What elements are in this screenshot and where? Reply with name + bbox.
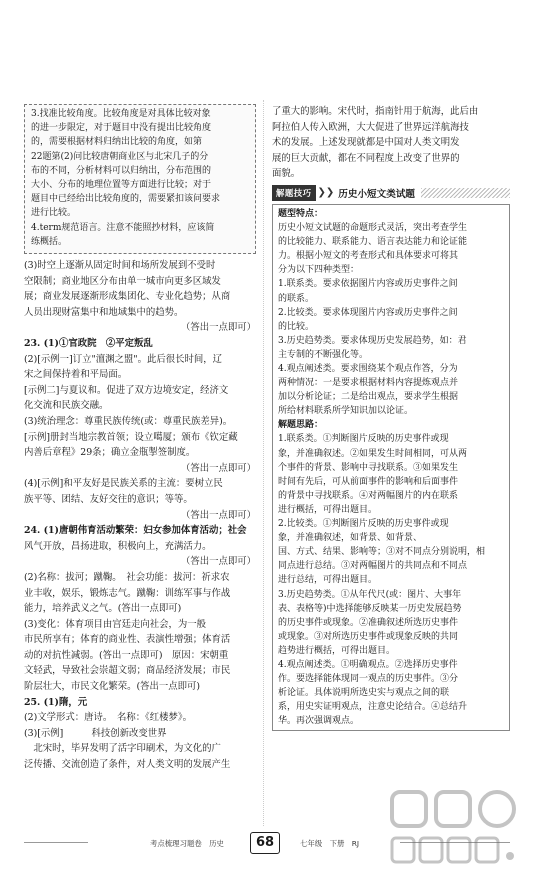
idea-line: 趋势进行概括，可得出题目。 — [278, 645, 396, 656]
answer-line: （答出一点即可） — [180, 322, 256, 334]
essay-line: 面貌。 — [272, 168, 301, 180]
answer-line: (3)统治理念：尊重民族传统(或：尊重民族差异)。 — [24, 415, 233, 427]
tip-line: 题目中已经给出比较角度的，需要紧扣该问要求 — [31, 194, 221, 205]
watermark-logo — [386, 786, 526, 870]
answer-line: (3)[示例] 科技创新改变世界 — [24, 727, 167, 739]
feature-line: 力。根据小短文的考查形式和具体要求可将其 — [278, 251, 459, 262]
answer-line: （答出一点即可） — [180, 509, 256, 521]
footer-rule-left — [24, 842, 88, 843]
feature-line: 4.观点阐述类。要求围绕某个观点作答，分为 — [278, 364, 458, 374]
answer-line: 宋之间保持着和平局面。 — [24, 369, 128, 381]
answer-line: 业丰收，娱乐，锻炼志气。蹴鞠：训练军事与作战 — [24, 587, 231, 599]
idea-line: 作。要选择能体现同一观点的历史事件。③分 — [278, 674, 459, 685]
answer-line: 化交流和民族交融。 — [24, 400, 109, 412]
idea-line: 同点进行总结。③对两幅图片的共同点和不同点 — [278, 561, 468, 572]
idea-line: 象，并准确叙述，如背景、如背景、 — [278, 533, 423, 544]
answer-line: (2)名称：拔河；蹴鞠。 社会功能：拔河：祈求农 — [24, 571, 230, 583]
continued-essay — [272, 104, 510, 182]
idea-line: 2.比较类。①判断图片反映的历史事件或现 — [278, 519, 449, 530]
answer-line: 内善后章程》29条；确立金瓶掣签制度。 — [24, 447, 196, 459]
feature-heading: 题型特点： — [278, 208, 324, 219]
idea-line: 的历史事件或现象。②准确叙述所选历史事件 — [278, 617, 459, 628]
idea-line: 华。再次强调观点。 — [278, 716, 360, 727]
answer-line: (2)[示例一]订立"澶渊之盟"。此后很长时间，辽 — [24, 353, 222, 365]
hatch-decoration — [421, 188, 510, 198]
feature-line: 1.联系类。要求依据图片内容或历史事件之间 — [278, 279, 458, 290]
feature-line: 加以分析论证；二是给出观点，要求学生根据 — [278, 392, 459, 403]
answer-line: 族平等、团结、友好交往的意识；等等。 — [24, 493, 193, 505]
feature-line: 2.比较类。要求体现图片内容或历史事件之间 — [278, 307, 458, 318]
idea-line: 4.观点阐述类。①明确观点。②选择历史事件 — [278, 659, 458, 670]
tip-line: 布的不同，分析材料可以归纳出，分布范围的 — [31, 165, 212, 176]
answer-line: 泛传播、交流创造了条件，对人类文明的发展产生 — [24, 759, 231, 771]
idea-line: 国、方式、结果、影响等；③对不同点分别说明，相 — [278, 547, 486, 558]
feature-line: 的联系。 — [278, 293, 315, 304]
tip-line: 22题第(2)问比较唐朝商业区与北宋几子的分 — [31, 151, 209, 162]
tip-line: 的，需要根据材料归纳出比较的角度，如第 — [31, 137, 203, 148]
idea-line: 的背景中寻找联系。④对两幅图片的内在联系 — [278, 490, 459, 501]
answer-line: 北宋时，毕昇发明了活字印刷术，为文化的广 — [24, 743, 221, 755]
answer-line: 25. (1)隋，元 — [24, 696, 88, 708]
idea-line: 1.联系类。①判断图片反映的历史事件或现 — [278, 434, 449, 445]
feature-line: 历史小短文试题的命题形式灵活，突出考查学生 — [278, 223, 468, 234]
answer-line: （答出一点即可） — [180, 556, 256, 568]
answer-line: 24. (1)唐朝伟育活动繁荣：妇女参加体育活动；社会 — [24, 525, 247, 537]
idea-heading: 解题思路： — [278, 420, 324, 431]
feature-box — [272, 204, 510, 731]
idea-line: 象，并准确叙述。②如果发生时间相同，可从两 — [278, 448, 468, 459]
feature-line: 3.历史趋势类。要求体现历史发展趋势，如：君 — [278, 335, 467, 346]
essay-line: 展的巨大贡献，都在不同程度上改变了世界的 — [272, 152, 460, 164]
answer-line: 市民所享有；体育的商业性、表演性增强；体育活 — [24, 634, 231, 646]
left-column — [24, 104, 256, 773]
idea-line: 进行概括，可得出题目。 — [278, 504, 378, 515]
idea-line: 表、表格等)中选择能够反映某一历史发展趋势 — [278, 603, 462, 614]
tip-line: 的进一步限定，对于题目中没有提出比较角度 — [31, 123, 212, 134]
section-title: 历史小短文类试题 — [338, 188, 416, 200]
feature-line: 主专制的不断强化等。 — [278, 349, 369, 360]
section-header — [272, 184, 510, 202]
feature-line: 分为以下四种类型： — [278, 265, 360, 276]
answer-lines — [24, 258, 256, 773]
idea-line: 进行总结，可得出题目。 — [278, 575, 378, 586]
feature-line: 的比较能力、联系能力、语言表达能力和论证能 — [278, 237, 468, 248]
column-divider — [263, 100, 264, 826]
answer-line: 风气开放，昌扬进取，积极向上，充满活力。 — [24, 540, 212, 552]
idea-line: 析论证。具体说明所选史实与观点之间的联 — [278, 688, 450, 699]
footer-grade: 七年级 下册 RJ — [300, 839, 360, 848]
tip-line: 4.term规范语言。注意不能照抄材料，应该简 — [31, 222, 215, 233]
essay-line: 阿拉伯人传入欧洲，大大促进了世界远洋航海技 — [272, 121, 469, 133]
answer-line: 能力，培养武义之气。(答出一点即可) — [24, 603, 182, 615]
idea-line: 3.历史趋势类。①从年代尺(或：图片、大事年 — [278, 589, 462, 600]
chevron-right-icon: ❯❯ — [317, 187, 335, 199]
tip-line: 练概括。 — [31, 236, 68, 247]
idea-line: 个事件的背景、影响中寻找联系。③如果发生 — [278, 462, 459, 473]
tip-line: 进行比较。 — [31, 208, 77, 219]
answer-line: 文轻武，导致社会崇超文弱；商品经济发展；市民 — [24, 665, 231, 677]
feature-line: 的比较。 — [278, 321, 315, 332]
answer-line: (2)文学形式：唐诗。 名称：《红楼梦》。 — [24, 712, 192, 724]
tip-line: 大小、分布的地理位置等方面进行比较；对于 — [31, 180, 212, 191]
answer-line: 空限制；商业地区分布由单一城市向更多区域发 — [24, 275, 221, 287]
answer-line: [示例]册封当地宗教首领；设立噶厦；颁布《钦定藏 — [24, 431, 238, 443]
answer-line: (4)[示例]和平友好是民族关系的主流：要树立民 — [24, 478, 223, 490]
section-badge: 解题技巧 — [272, 185, 316, 201]
feature-lines — [278, 221, 504, 418]
idea-line: 系，用史实证明观点，注意史论结合。④总结升 — [278, 702, 468, 713]
idea-lines — [278, 432, 504, 728]
answer-line: (3)时空上逐渐从固定时间和场所发展到不受时 — [24, 260, 216, 272]
answer-line: 动的对抗性减弱。(答出一点即可) 原因：宋朝重 — [24, 649, 229, 661]
answer-line: 23. (1)①官政院 ②平定叛乱 — [24, 338, 153, 349]
answer-line: 展；商业发展逐渐形成集团化、专业化趋势；从商 — [24, 291, 231, 303]
answer-line: 人员出现财富集中和地域集中的趋势。 — [24, 306, 184, 318]
answer-line: [示例二]与夏议和。促进了双方边境安定，经济文 — [24, 384, 229, 396]
footer-book-title: 考点梳理习题卷 历史 — [150, 839, 224, 848]
tip-box — [24, 104, 256, 254]
feature-line: 两种情况：一是要求根据材料内容提炼观点并 — [278, 378, 459, 389]
answer-line: (3)变化：体育项目由宫廷走向社会，为一般 — [24, 618, 207, 630]
answer-line: （答出一点即可） — [180, 462, 256, 474]
page-number: 68 — [250, 832, 280, 854]
idea-line: 时间有先后，可从前面事件的影响和后面事件 — [278, 476, 459, 487]
idea-line: 或现象。③对所选历史事件或现象反映的共同 — [278, 631, 459, 642]
tip-line: 3.找准比较角度。比较角度是对具体比较对象 — [31, 109, 211, 119]
answer-line: 阶层壮大，市民文化繁荣。(答出一点即可) — [24, 681, 201, 693]
essay-line: 术的发展。上述发现就都是中国对人类文明发 — [272, 137, 460, 149]
essay-line: 了重大的影响。宋代时，指南针用于航海，此后由 — [272, 106, 479, 117]
feature-line: 所给材料联系所学知识加以论证。 — [278, 406, 414, 417]
right-column — [272, 104, 510, 731]
